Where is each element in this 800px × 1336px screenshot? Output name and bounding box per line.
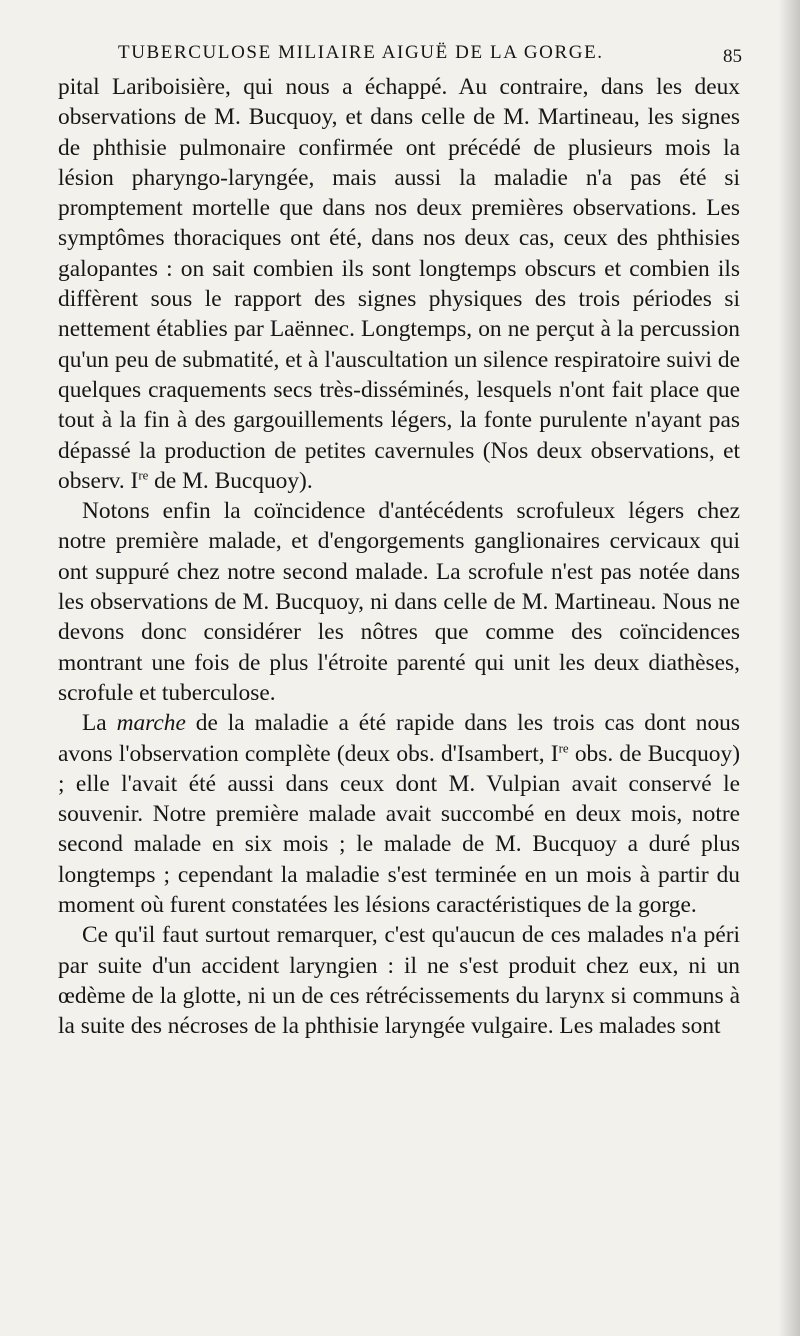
text-segment: obs. de Bucquoy) ; elle l'avait été aussi dans ceux dont M. Vulpian avait conservé le souvenir. Notre première malade avait succombé en deux mois, notre second malade en six mois ; le malade de M. Bucquoy a duré plus longtemps ; cependant la maladie s'est terminée en un mois à partir du moment où furent constatées les lésions caractéristiques de la gorge. [58,740,740,919]
running-title: TUBERCULOSE MILIAIRE AIGUË DE LA GORGE. [118,42,604,63]
paragraph [58,920,740,1041]
superscript: re [558,741,569,756]
page-edge-shadow [778,0,800,1336]
text-segment: Notons enfin la coïncidence d'antécédents scrofuleux légers chez notre première malade, et d'engorgements ganglionaires cervicaux qui ont suppuré chez notre second malade. La scrofule n'est pas notée dans les observations de M. Bucquoy, ni dans celle de M. Martineau. Nous ne devons donc considérer les nôtres que comme des coïncidences montrant une fois de plus l'étroite parenté qui unit les deux diathèses, scrofule et tuberculose. [58,498,740,706]
body-text [58,72,740,1042]
page-number: 85 [723,46,742,67]
text-segment: La [82,710,117,737]
text-segment: pital Lariboisière, qui nous a échappé. Au contraire, dans les deux observations de M. Bucquoy, et dans celle de M. Martineau, les signes de phthisie pulmonaire confirmée ont précédé de plusieurs mois la lésion pharyngo-laryngée, mais aussi la maladie n'a pas été si promptement mortelle que dans nos deux premières observations. Les symptômes thoraciques ont été, dans nos deux cas, ceux des phthisies galopantes : on sait combien ils sont longtemps obscurs et combien ils diffèrent sous le rapport des signes physiques des trois périodes si nettement établies par Laënnec. Longtemps, on ne perçut à la percussion qu'un peu de submatité, et à l'auscultation un silence respiratoire suivi de quelques craquements secs très-disséminés, lesquels n'ont fait place que tout à la fin à des gargouillements légers, la fonte purulente n'ayant pas dépassé la production de petites cavernules (Nos deux observations, et observ. I [58,74,740,494]
superscript: re [138,468,149,483]
text-segment: Ce qu'il faut surtout remarquer, c'est qu'aucun de ces malades n'a péri par suite d'un accident laryngien : il ne s'est produit chez eux, ni un œdème de la glotte, ni un de ces rétrécissements du larynx si communs à la suite des nécroses de la phthisie laryngée vulgaire. Les malades sont [58,922,740,1040]
paragraph [58,72,740,496]
paragraph [58,708,740,920]
paragraph [58,496,740,708]
italic-text: marche [116,710,186,737]
text-segment: de la maladie a été rapide dans les trois cas dont nous avons l'observation complète (deux obs. d'Isambert, I [58,710,740,767]
text-segment: de M. Bucquoy). [148,467,313,494]
